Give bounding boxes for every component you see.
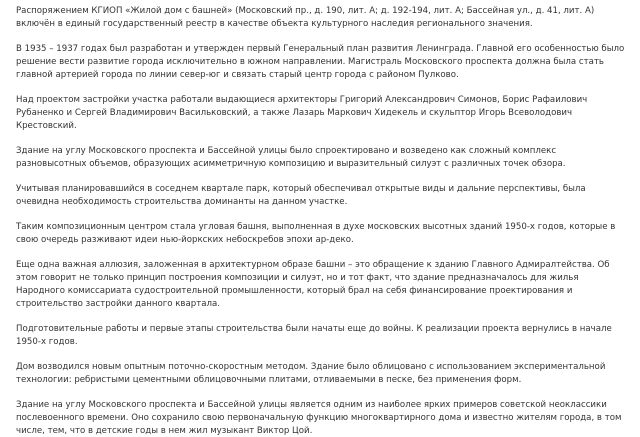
paragraph-heritage-status: Распоряжением КГИОП «Жилой дом с башней» (Московский пр., д. 190, лит. А; д. 192-194, лит. А; Бассейная ул., д. 41, лит. А) включён в единый государственный реестр в качестве объекта культурного наследия регионального значения. [16,6,595,29]
paragraph-admiralty-allusion: Еще одна важная аллюзия, заложенная в архитектурном образе башни – это обращение к зданию Главного Адмиралтейства. Об этом говорит не только принцип построения композиции и силуэт, но и тот факт, что здание предназначалось для жилья Народного комиссариата судостроительной промышленности, который брал на себя финансирование проектирования и строительство застройки данного квартала. [16,260,610,309]
paragraph-tower: Таким композиционным центром стала угловая башня, выполненная в духе московских высотных зданий 1950-х годов, которые в свою очередь разживают идеи нью-йоркских небоскребов эпохи ар-деко. [16,222,616,245]
paragraph-construction-start: Подготовительные работы и первые этапы строительства были начаты еще до войны. К реализации проекта вернулись в начале 1950-х годов. [16,323,612,347]
paragraph-building-composition: Здание на углу Московского проспекта и Бассейной улицы было спроектировано и возведено как сложный комплекс разновысотных объемов, образующих асимметричную композицию и выразительный силуэт с различных точек обзора. [16,145,566,169]
paragraph-architects: Над проектом застройки участка работали выдающиеся архитекторы Григорий Александрович Симонов, Борис Рафаилович Рубаненко и Сергей Владимирович Васильковский, а также Лазарь Маркович Хидекель и скульптор Игорь Всеволодович Крестовский. [16,94,588,131]
paragraph-significance: Здание на углу Московского проспекта и Бассейной улицы является одним из наиболее ярких примеров советской неоклассики послевоенного времени. Оно сохранило свою первоначальную функцию многоквартирного дома и известно жителям города, в том числе, тем, что в детские годы в нем жил музыкант Виктор Цой. [16,400,622,436]
paragraph-dominant: Учитывая планировавшийся в соседнем квартале парк, который обеспечивал открытые виды и дальние перспективы, была очевидна необходимость строительства доминанты на данном участке. [16,183,586,207]
paragraph-general-plan: В 1935 – 1937 годах был разработан и утвержден первый Генеральный план развития Ленинграда. Главной его особенностью было решение вести развитие города исключительно в южном направлении. Магистраль Московского проспекта должна была стать главной артерией города по линии север-юг и связать старый центр города с районом Пулково. [16,44,625,80]
paragraph-construction-method: Дом возводился новым опытным поточно-скоростным методом. Здание было облицовано с использованием экспериментальной технологии: ребристыми цементными облицовочными плитами, отливаемыми в песке, без применения форм. [16,361,606,385]
article-body [16,5,628,437]
